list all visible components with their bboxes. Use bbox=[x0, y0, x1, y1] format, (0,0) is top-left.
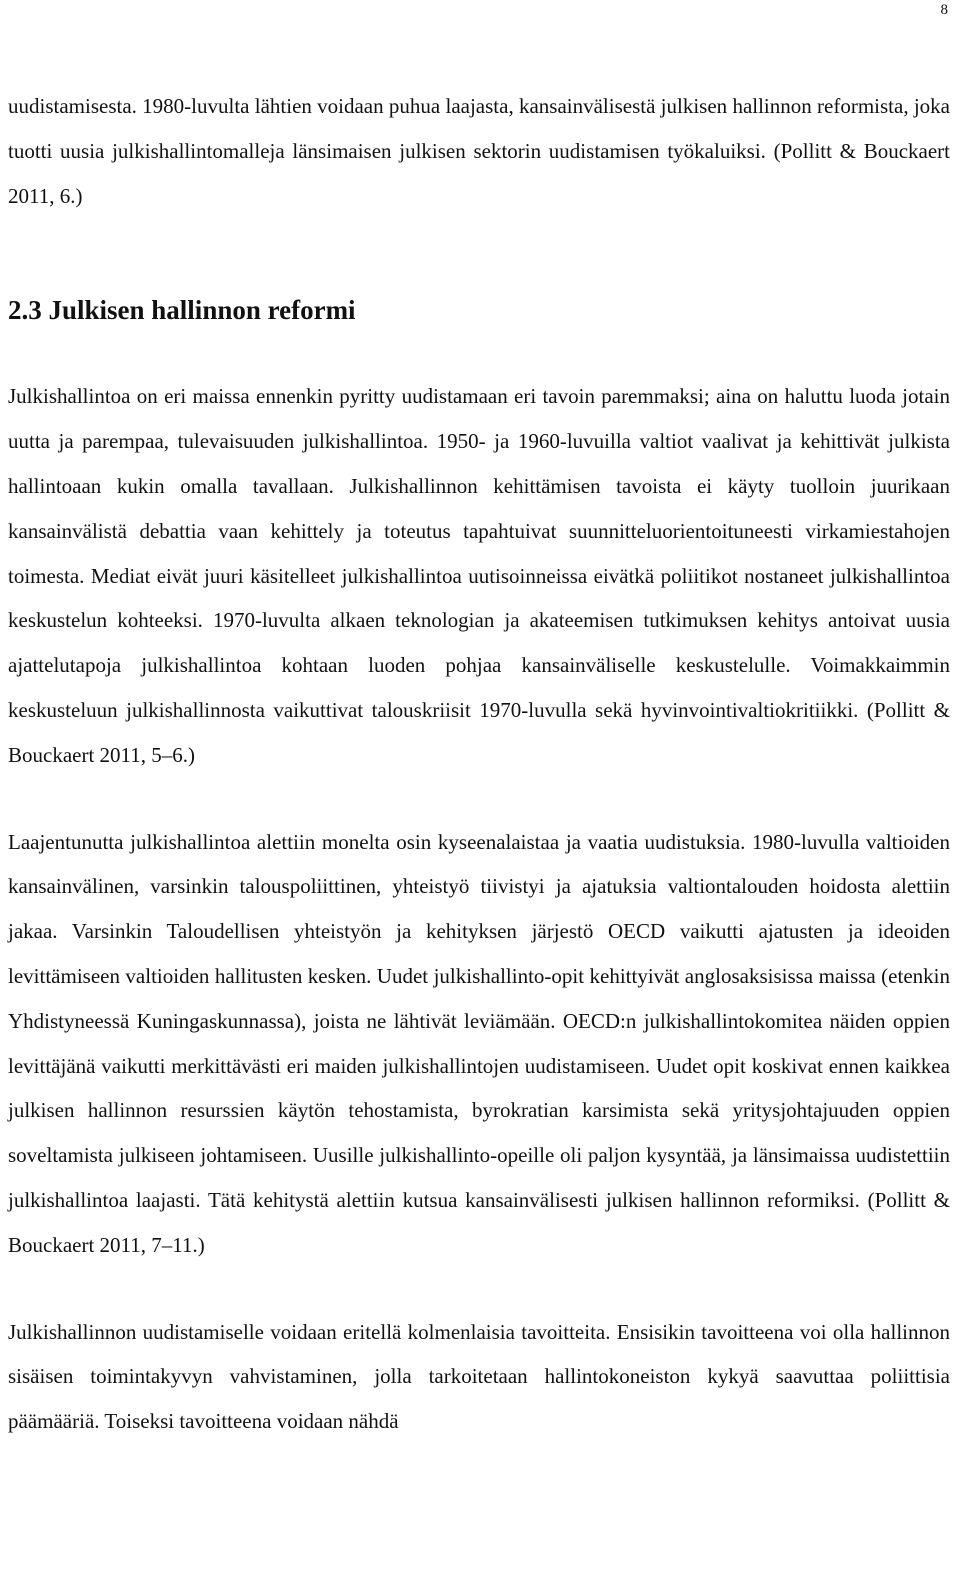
document-body bbox=[8, 84, 950, 1444]
body-paragraph-1: Julkishallintoa on eri maissa ennenkin pyritty uudistamaan eri tavoin paremmaksi; aina on haluttu luoda jotain uutta ja parempaa, tulevaisuuden julkishallintoa. 1950- ja 1960-luvuilla valtiot vaalivat ja kehittivät julkista hallintoaan kukin omalla tavallaan. Julkishallinnon kehittämisen tavoista ei käyty tuolloin juurikaan kansainvälistä debattia vaan kehittely ja toteutus tapahtuivat suunnitteluorientoituneesti virkamiestahojen toimesta. Mediat eivät juuri käsitelleet julkishallintoa uutisoinneissa eivätkä poliitikot nostaneet julkishallintoa keskustelun kohteeksi. 1970-luvulta alkaen teknologian ja akateemisen tutkimuksen kehitys antoivat uusia ajattelutapoja julkishallintoa kohtaan luoden pohjaa kansainväliselle keskustelulle. Voimakkaimmin keskusteluun julkishallinnosta vaikuttivat talouskriisit 1970-luvulla sekä hyvinvointivaltiokritiikki. (Pollitt & Bouckaert 2011, 5–6.) bbox=[8, 384, 950, 767]
body-paragraph-2: Laajentunutta julkishallintoa alettiin monelta osin kyseenalaistaa ja vaatia uudistuksia. 1980-luvulla valtioiden kansainvälinen, varsinkin talouspoliittinen, yhteistyö tiivistyi ja ajatuksia valtiontalouden hoidosta alettiin jakaa. Varsinkin Taloudellisen yhteistyön ja kehityksen järjestö OECD vaikutti ajatusten ja ideoiden levittämiseen valtioiden hallitusten kesken. Uudet julkishallinto-opit kehittyivät anglosaksisissa maissa (etenkin Yhdistyneessä Kuningaskunnassa), joista ne lähtivät leviämään. OECD:n julkishallintokomitea näiden oppien levittäjänä vaikutti merkittävästi eri maiden julkishallintojen uudistamiseen. Uudet opit koskivat ennen kaikkea julkisen hallinnon resurssien käytön tehostamista, byrokratian karsimista sekä yritysjohtajuuden oppien soveltamista julkiseen johtamiseen. Uusille julkishallinto-opeille oli paljon kysyntää, ja länsimaissa uudistettiin julkishallintoa laajasti. Tätä kehitystä alettiin kutsua kansainvälisesti julkisen hallinnon reformiksi. (Pollitt & Bouckaert 2011, 7–11.) bbox=[8, 829, 950, 1257]
page-number: 8 bbox=[940, 2, 948, 18]
section-heading: 2.3 Julkisen hallinnon reformi bbox=[8, 295, 356, 326]
intro-paragraph: uudistamisesta. 1980-luvulta lähtien voidaan puhua laajasta, kansainvälisestä julkisen hallinnon reformista, joka tuotti uusia julkishallintomalleja länsimaisen julkisen sektorin uudistamisen työkaluiksi. (Pollitt & Bouckaert 2011, 6.) bbox=[8, 94, 950, 208]
body-paragraph-3: Julkishallinnon uudistamiselle voidaan eritellä kolmenlaisia tavoitteita. Ensisikin tavoitteena voi olla hallinnon sisäisen toimintakyvyn vahvistaminen, jolla tarkoitetaan hallintokoneiston kykyä saavuttaa poliittisia päämääriä. Toiseksi tavoitteena voidaan nähdä bbox=[8, 1319, 950, 1434]
